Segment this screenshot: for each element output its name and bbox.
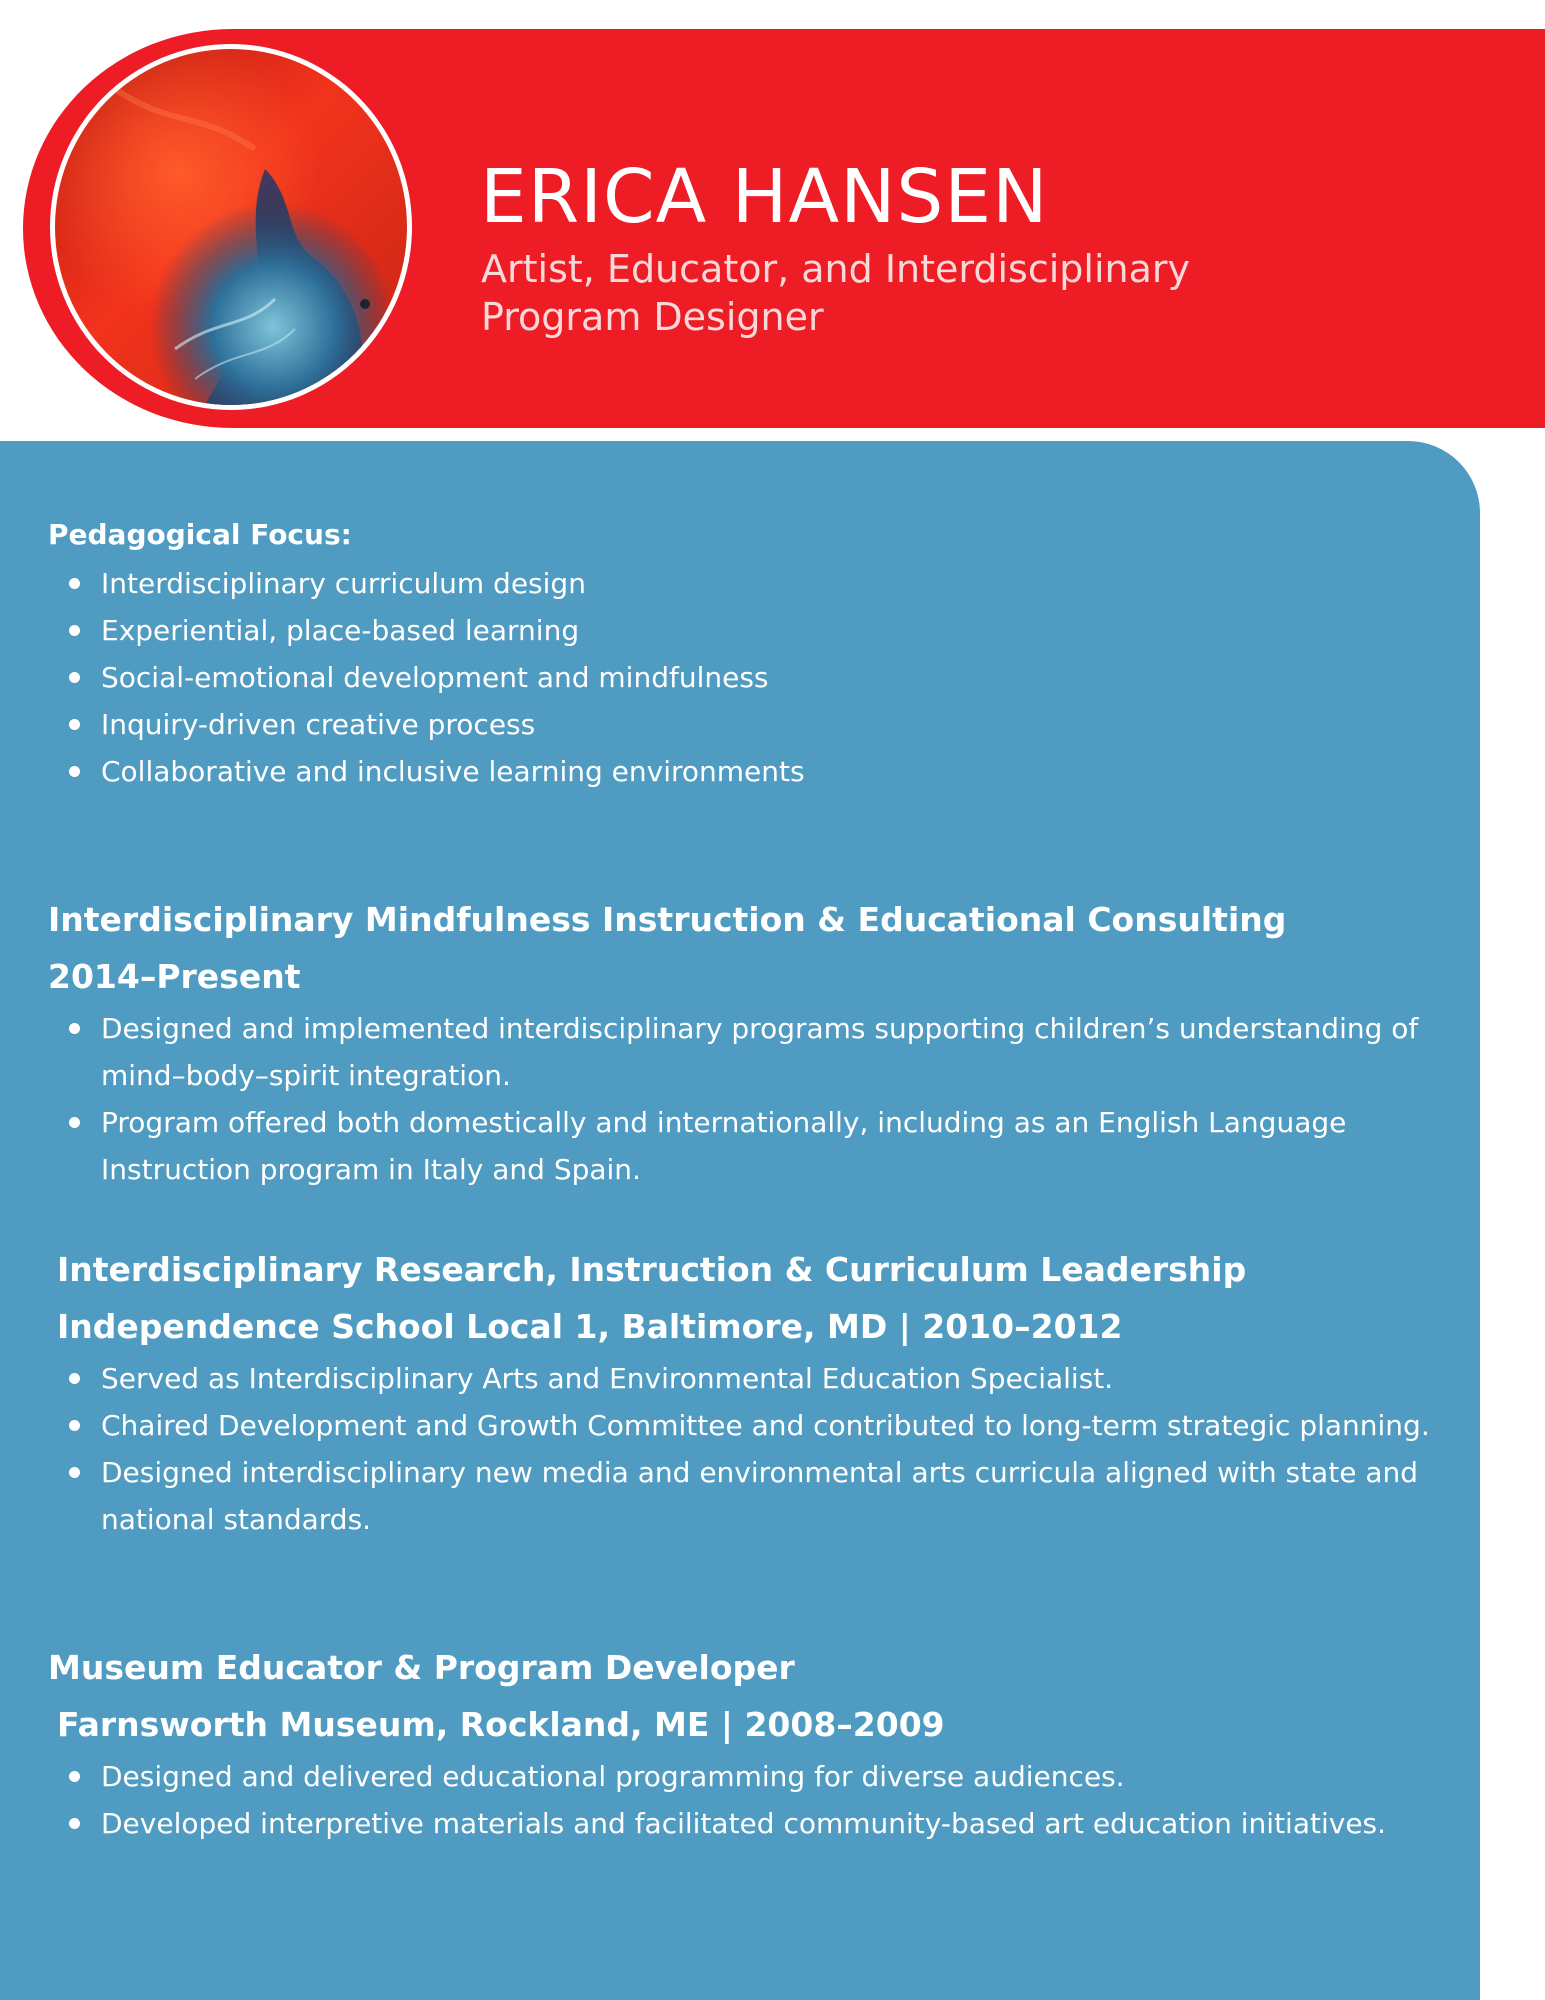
role-bullets <box>0 1005 1440 1193</box>
list-item: Experiential, place-based learning <box>0 607 1440 654</box>
role-title: Museum Educator & Program Developer <box>48 1648 795 1687</box>
list-item: Collaborative and inclusive learning environments <box>0 748 1440 795</box>
role-bullets <box>0 1355 1440 1543</box>
abstract-art-image <box>55 49 407 405</box>
role-title: Interdisciplinary Mindfulness Instruction & Educational Consulting <box>48 900 1287 939</box>
list-item: Served as Interdisciplinary Arts and Environmental Education Specialist. <box>0 1355 1440 1402</box>
subtitle: Artist, Educator, and Interdisciplinary Program Designer <box>481 247 1190 339</box>
name-heading: ERICA HANSEN <box>480 154 1049 240</box>
list-item: Social-emotional development and mindfulness <box>0 654 1440 701</box>
list-item: Designed and implemented interdisciplinary programs supporting children’s understanding of mind–body–spirit integration. <box>0 1005 1440 1099</box>
list-item: Developed interpretive materials and facilitated community-based art education initiatives. <box>0 1800 1440 1847</box>
list-item: Designed interdisciplinary new media and environmental arts curricula aligned with state and national standards. <box>0 1449 1440 1543</box>
role-meta: Independence School Local 1, Baltimore, MD | 2010–2012 <box>57 1307 1123 1346</box>
list-item: Inquiry-driven creative process <box>0 701 1440 748</box>
list-item: Chaired Development and Growth Committee and contributed to long-term strategic planning. <box>0 1402 1440 1449</box>
list-item: Program offered both domestically and internationally, including as an English Language Instruction program in Italy and Spain. <box>0 1099 1440 1193</box>
role-bullets <box>0 1753 1440 1847</box>
list-item: Interdisciplinary curriculum design <box>0 560 1440 607</box>
role-title: Interdisciplinary Research, Instruction & Curriculum Leadership <box>57 1250 1247 1289</box>
role-meta: 2014–Present <box>48 957 301 996</box>
avatar <box>55 49 407 405</box>
focus-list <box>0 560 1440 795</box>
list-item: Designed and delivered educational programming for diverse audiences. <box>0 1753 1440 1800</box>
pedagogical-focus-label: Pedagogical Focus: <box>48 518 352 551</box>
role-meta: Farnsworth Museum, Rockland, ME | 2008–2009 <box>57 1705 945 1744</box>
